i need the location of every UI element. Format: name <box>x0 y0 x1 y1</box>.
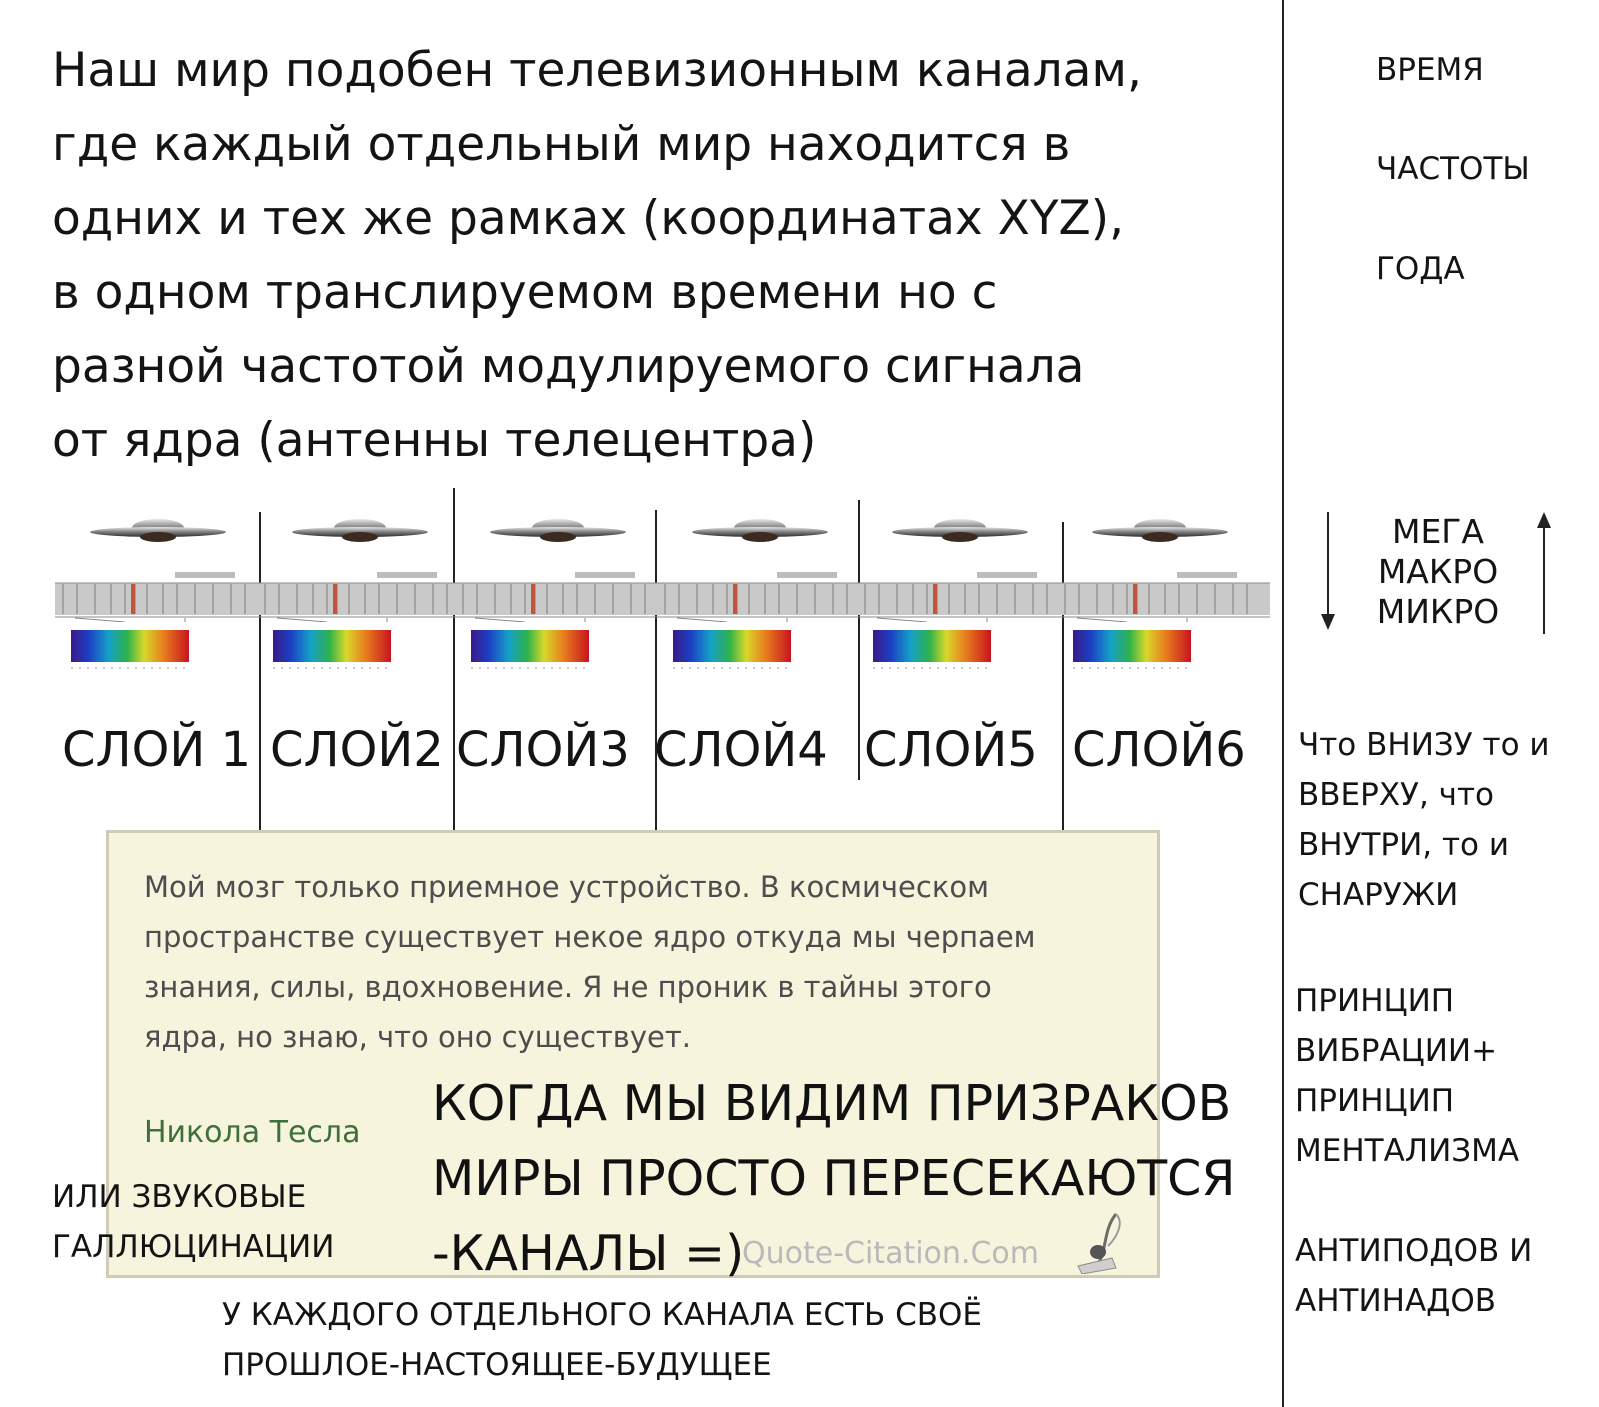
maxim-line: СНАРУЖИ <box>1298 877 1459 913</box>
quote-author: Никола Тесла <box>144 1115 361 1150</box>
layer-divider <box>858 500 860 780</box>
layer-divider <box>655 510 657 830</box>
layer-label-6: СЛОЙ6 <box>1072 722 1246 778</box>
maxim-line: ВНУТРИ, то и <box>1298 827 1510 863</box>
quote-line: пространстве существует некое ядро откуда мы черпаем <box>144 920 1036 954</box>
principle-line: ПРИНЦИП <box>1295 1083 1455 1119</box>
principle-spacer <box>1295 1176 1532 1226</box>
ghosts-statement <box>432 1066 1235 1291</box>
visible-light-spectrum <box>471 622 591 674</box>
electromagnetic-spectrum-icon <box>657 570 857 622</box>
main-statement-line: Наш мир подобен телевизионным каналам, <box>52 43 1142 98</box>
quote-text <box>144 862 1104 1062</box>
visible-light-spectrum <box>273 622 393 674</box>
arrow-down-icon <box>1318 512 1338 632</box>
main-statement <box>52 34 1232 478</box>
watermark: Quote-Citation.Com <box>742 1236 1039 1271</box>
footer-statement <box>222 1290 982 1390</box>
ghosts-line: МИРЫ ПРОСТО ПЕРЕСЕКАЮТСЯ <box>432 1150 1236 1207</box>
main-statement-line: в одном транслируемом времени но с <box>52 265 998 320</box>
main-statement-line: одних и тех же рамках (координатах XYZ), <box>52 191 1125 246</box>
main-statement-line: где каждый отдельный мир находится в <box>52 117 1071 172</box>
electromagnetic-spectrum-icon <box>1057 570 1257 622</box>
layer-divider <box>453 488 455 830</box>
hermetic-maxim <box>1298 720 1550 920</box>
audio-hallucinations <box>52 1172 334 1272</box>
audio-line: ГАЛЛЮЦИНАЦИИ <box>52 1229 335 1265</box>
right-column-divider <box>1282 0 1284 1407</box>
principle-line: ПРИНЦИП <box>1295 983 1455 1019</box>
maxim-line: ВВЕРХУ, что <box>1298 777 1494 813</box>
main-statement-line: от ядра (антенны телецентра) <box>52 413 817 468</box>
visible-light-spectrum <box>873 622 993 674</box>
ufo-icon <box>88 512 228 548</box>
ufo-icon <box>890 512 1030 548</box>
label-time: ВРЕМЯ <box>1376 52 1484 88</box>
ghosts-line: -КАНАЛЫ =) <box>432 1225 745 1282</box>
layer-divider <box>259 512 261 830</box>
principle-line: АНТИПОДОВ И <box>1295 1233 1533 1269</box>
electromagnetic-spectrum-icon <box>55 570 255 622</box>
audio-line: ИЛИ ЗВУКОВЫЕ <box>52 1179 307 1215</box>
layer-label-5: СЛОЙ5 <box>864 722 1038 778</box>
visible-light-spectrum <box>1073 622 1193 674</box>
maxim-line: Что ВНИЗУ то и <box>1298 727 1550 763</box>
electromagnetic-spectrum-icon <box>857 570 1057 622</box>
scale-mega: МЕГА <box>1391 512 1485 551</box>
principle-line: ВИБРАЦИИ+ <box>1295 1033 1498 1069</box>
visible-light-spectrum <box>673 622 793 674</box>
scale-micro: МИКРО <box>1376 592 1500 631</box>
scale-macro: МАКРО <box>1377 552 1499 591</box>
ufo-icon <box>488 512 628 548</box>
quote-line: ядра, но знаю, что оно существует. <box>144 1020 691 1054</box>
arrow-up-icon <box>1534 512 1554 636</box>
footer-line: ПРОШЛОЕ-НАСТОЯЩЕЕ-БУДУЩЕЕ <box>222 1347 772 1383</box>
electromagnetic-spectrum-icon <box>257 570 457 622</box>
layer-label-3: СЛОЙ3 <box>456 722 630 778</box>
main-statement-line: разной частотой модулируемого сигнала <box>52 339 1085 394</box>
footer-line: У КАЖДОГО ОТДЕЛЬНОГО КАНАЛА ЕСТЬ СВОЁ <box>222 1297 983 1333</box>
ufo-icon <box>1090 512 1230 548</box>
label-years: ГОДА <box>1376 251 1465 287</box>
quote-line: знания, силы, вдохновение. Я не проник в тайны этого <box>144 970 992 1004</box>
layer-label-2: СЛОЙ2 <box>270 722 444 778</box>
principle-line: МЕНТАЛИЗМА <box>1295 1133 1520 1169</box>
principles-list <box>1295 976 1532 1326</box>
layer-label-4: СЛОЙ4 <box>654 722 828 778</box>
ufo-icon <box>690 512 830 548</box>
electromagnetic-spectrum-icon <box>455 570 655 622</box>
principle-line: АНТИНАДОВ <box>1295 1283 1497 1319</box>
visible-light-spectrum <box>71 622 191 674</box>
scale-labels <box>1368 512 1508 632</box>
label-frequencies: ЧАСТОТЫ <box>1376 151 1530 187</box>
ghosts-line: КОГДА МЫ ВИДИМ ПРИЗРАКОВ <box>432 1075 1232 1132</box>
ufo-icon <box>290 512 430 548</box>
layer-divider <box>1062 522 1064 830</box>
quote-line: Мой мозг только приемное устройство. В космическом <box>144 870 989 904</box>
layer-label-1: СЛОЙ 1 <box>62 722 252 778</box>
